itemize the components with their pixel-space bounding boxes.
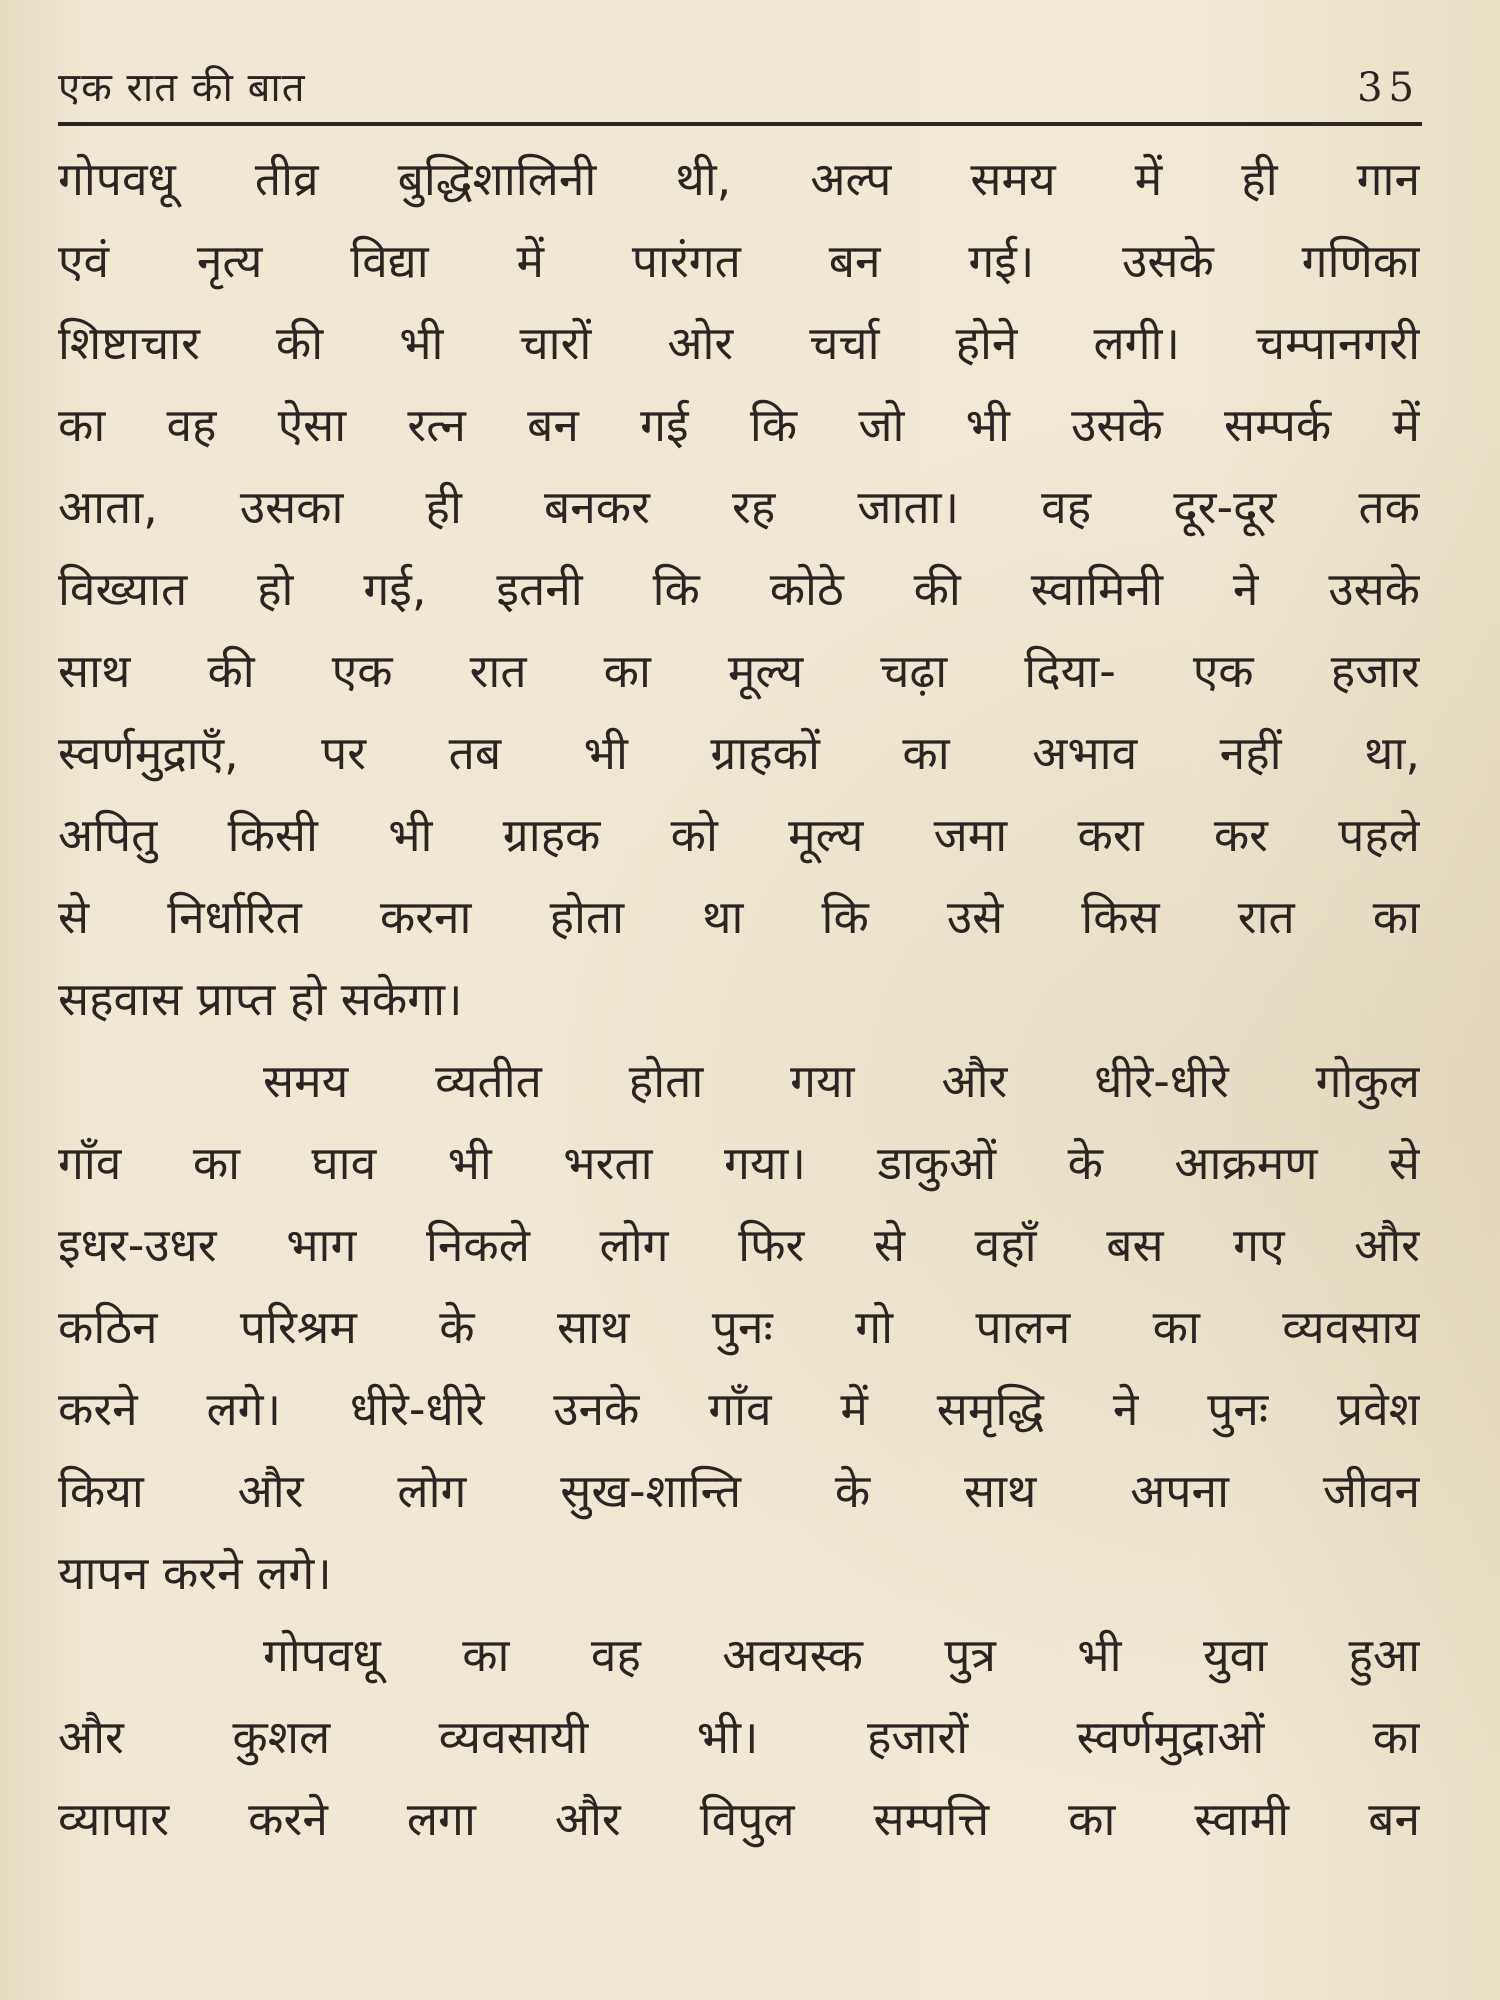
text-line: से निर्धारित करना होता था कि उसे किस रात का	[58, 890, 1420, 944]
text-line: साथ की एक रात का मूल्य चढ़ा दिया- एक हजार	[58, 644, 1420, 698]
text-line: अपितु किसी भी ग्राहक को मूल्य जमा करा कर पहले	[58, 808, 1420, 862]
paragraph-end-line: सहवास प्राप्त हो सकेगा।	[58, 972, 463, 1026]
text-line: गाँव का घाव भी भरता गया। डाकुओं के आक्रमण से	[58, 1136, 1420, 1190]
paragraph-start-line: गोपवधू का वह अवयस्क पुत्र भी युवा हुआ	[263, 1628, 1420, 1682]
page-number: 35	[1357, 65, 1420, 111]
text-line: आता, उसका ही बनकर रह जाता। वह दूर-दूर तक	[58, 480, 1420, 534]
running-title: एक रात की बात	[58, 65, 306, 111]
text-line: इधर-उधर भाग निकले लोग फिर से वहाँ बस गए और	[58, 1218, 1420, 1272]
text-line: व्यापार करने लगा और विपुल सम्पत्ति का स्वामी बन	[58, 1792, 1420, 1846]
paragraph-start-line: समय व्यतीत होता गया और धीरे-धीरे गोकुल	[263, 1054, 1420, 1108]
text-line: करने लगे। धीरे-धीरे उनके गाँव में समृद्धि ने पुनः प्रवेश	[58, 1382, 1420, 1436]
text-line: कठिन परिश्रम के साथ पुनः गो पालन का व्यवसाय	[58, 1300, 1420, 1354]
text-line: विख्यात हो गई, इतनी कि कोठे की स्वामिनी ने उसके	[58, 562, 1420, 616]
paragraph-end-line: यापन करने लगे।	[58, 1546, 332, 1600]
header-rule	[58, 122, 1422, 126]
text-line: किया और लोग सुख-शान्ति के साथ अपना जीवन	[58, 1464, 1420, 1518]
text-line: एवं नृत्य विद्या में पारंगत बन गई। उसके गणिका	[58, 234, 1420, 288]
text-line: स्वर्णमुद्राएँ, पर तब भी ग्राहकों का अभाव नहीं था,	[58, 726, 1420, 780]
text-line: का वह ऐसा रत्न बन गई कि जो भी उसके सम्पर्क में	[58, 398, 1420, 452]
running-header	[58, 58, 1420, 118]
text-line: शिष्टाचार की भी चारों ओर चर्चा होने लगी। चम्पानगरी	[58, 316, 1420, 370]
text-line: गोपवधू तीव्र बुद्धिशालिनी थी, अल्प समय में ही गान	[58, 152, 1420, 206]
body-text	[58, 138, 1420, 1860]
text-line: और कुशल व्यवसायी भी। हजारों स्वर्णमुद्राओं का	[58, 1710, 1420, 1764]
